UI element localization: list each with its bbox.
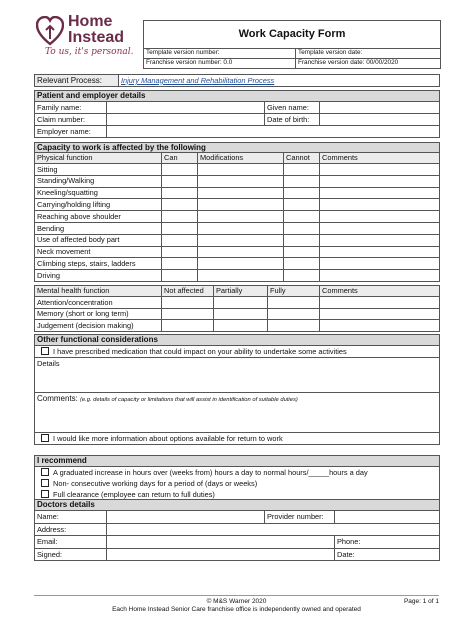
comments-cell[interactable]	[320, 199, 440, 211]
modifications-cell[interactable]	[198, 199, 284, 211]
employer-name-field[interactable]	[107, 126, 440, 138]
claim-number-label: Claim number:	[35, 114, 107, 126]
relevant-process-label: Relevant Process:	[35, 75, 119, 87]
partially-cell[interactable]	[214, 320, 268, 332]
col-fully: Fully	[268, 286, 320, 297]
col-not-affected: Not affected	[162, 286, 214, 297]
row-label: Bending	[35, 222, 162, 234]
table-row	[35, 308, 440, 320]
details-box[interactable]	[35, 358, 440, 393]
cannot-cell[interactable]	[284, 234, 320, 246]
modifications-cell[interactable]	[198, 234, 284, 246]
medication-label: I have prescribed medication that could impact on your ability to undertake some activities	[53, 347, 347, 357]
comments-cell[interactable]	[320, 234, 440, 246]
cannot-cell[interactable]	[284, 175, 320, 187]
fully-cell[interactable]	[268, 320, 320, 332]
cannot-cell[interactable]	[284, 164, 320, 176]
col-comments: Comments	[320, 153, 440, 164]
can-cell[interactable]	[162, 211, 198, 223]
can-cell[interactable]	[162, 222, 198, 234]
cannot-cell[interactable]	[284, 246, 320, 258]
modifications-cell[interactable]	[198, 270, 284, 282]
table-row	[35, 164, 440, 176]
option-full-clearance-label: Full clearance (employee can return to full duties)	[53, 490, 215, 499]
recommend-table	[34, 455, 440, 501]
template-version-date: Template version date:	[296, 49, 441, 59]
not-affected-cell[interactable]	[162, 308, 214, 320]
row-label: Neck movement	[35, 246, 162, 258]
option-graduated-checkbox[interactable]	[41, 468, 49, 476]
can-cell[interactable]	[162, 164, 198, 176]
more-info-row	[35, 433, 440, 445]
row-label: Use of affected body part	[35, 234, 162, 246]
row-label: Judgement (decision making)	[35, 320, 162, 332]
col-modifications: Modifications	[198, 153, 284, 164]
date-of-birth-label: Date of birth:	[265, 114, 320, 126]
comments-cell[interactable]	[320, 246, 440, 258]
home-instead-heart-icon	[36, 16, 64, 46]
partially-cell[interactable]	[214, 308, 268, 320]
option-graduated-label: A graduated increase in hours over (weeks from) hours a day to normal hours/_____hours a day	[53, 468, 368, 477]
details-label: Details	[37, 359, 60, 368]
header-table	[143, 20, 441, 69]
row-label: Driving	[35, 270, 162, 282]
comments-cell[interactable]	[320, 187, 440, 199]
comments-cell[interactable]	[320, 270, 440, 282]
table-row	[35, 222, 440, 234]
can-cell[interactable]	[162, 175, 198, 187]
phone-field[interactable]	[335, 536, 440, 549]
other-section-title: Other functional considerations	[35, 335, 440, 346]
col-can: Can	[162, 153, 198, 164]
table-row	[35, 199, 440, 211]
logo-line1: Home	[68, 13, 113, 30]
franchise-version-date: Franchise version date: 00/00/2020	[296, 59, 441, 69]
franchise-version-number: Franchise version number: 0.0	[144, 59, 296, 69]
table-row	[35, 175, 440, 187]
phone-label: Phone:	[337, 537, 361, 547]
comments-cell[interactable]	[320, 222, 440, 234]
email-field[interactable]	[107, 536, 335, 549]
employer-name-label: Employer name:	[35, 126, 107, 138]
partially-cell[interactable]	[214, 297, 268, 309]
modifications-cell[interactable]	[198, 211, 284, 223]
medication-checkbox[interactable]	[41, 347, 49, 355]
doctors-table	[34, 499, 440, 561]
logo-tagline: To us, it's personal.	[45, 47, 134, 57]
address-label: Address:	[35, 523, 107, 536]
footer-note: Each Home Instead Senior Care franchise office is independently owned and operated	[112, 606, 361, 613]
table-row	[35, 270, 440, 282]
cannot-cell[interactable]	[284, 211, 320, 223]
table-row	[35, 246, 440, 258]
patient-table	[34, 90, 440, 138]
template-version-number: Template version number:	[144, 49, 296, 59]
provider-number-label: Provider number:	[265, 511, 335, 524]
table-row	[35, 297, 440, 309]
row-label: Attention/concentration	[35, 297, 162, 309]
email-label: Email:	[35, 536, 107, 549]
date-field[interactable]	[335, 548, 440, 561]
comments-cell[interactable]	[320, 297, 440, 309]
can-cell[interactable]	[162, 258, 198, 270]
option-graduated	[37, 467, 437, 478]
cannot-cell[interactable]	[284, 258, 320, 270]
fully-cell[interactable]	[268, 297, 320, 309]
doctor-name-label: Name:	[35, 511, 107, 524]
not-affected-cell[interactable]	[162, 320, 214, 332]
can-cell[interactable]	[162, 199, 198, 211]
col-cannot: Cannot	[284, 153, 320, 164]
row-label: Sitting	[35, 164, 162, 176]
recommend-section-title: I recommend	[35, 456, 440, 467]
cannot-cell[interactable]	[284, 199, 320, 211]
mental-table	[34, 285, 440, 332]
address-field[interactable]	[107, 523, 440, 536]
family-name-field[interactable]	[107, 102, 265, 114]
relevant-process-link[interactable]: Injury Management and Rehabilitation Process	[119, 75, 440, 87]
footer-copyright: © M&S Warner 2020	[206, 598, 267, 605]
given-name-field[interactable]	[320, 102, 440, 114]
comments-cell[interactable]	[320, 175, 440, 187]
can-cell[interactable]	[162, 234, 198, 246]
form-title: Work Capacity Form	[144, 21, 441, 49]
can-cell[interactable]	[162, 270, 198, 282]
capacity-rows	[35, 164, 440, 282]
option-full-clearance-checkbox[interactable]	[41, 490, 49, 498]
can-cell[interactable]	[162, 187, 198, 199]
option-non-consecutive	[37, 478, 437, 489]
recommend-options	[35, 467, 440, 501]
modifications-cell[interactable]	[198, 164, 284, 176]
capacity-section-title: Capacity to work is affected by the following	[35, 143, 440, 153]
modifications-cell[interactable]	[198, 175, 284, 187]
date-of-birth-field[interactable]	[320, 114, 440, 126]
row-label: Kneeling/squatting	[35, 187, 162, 199]
cannot-cell[interactable]	[284, 187, 320, 199]
comments-box[interactable]	[35, 393, 440, 433]
comments-cell[interactable]	[320, 320, 440, 332]
row-label: Carrying/holding lifting	[35, 199, 162, 211]
modifications-cell[interactable]	[198, 246, 284, 258]
option-non-consecutive-label: Non- consecutive working days for a period of (days or weeks)	[53, 479, 258, 488]
cannot-cell[interactable]	[284, 270, 320, 282]
doctors-section-title: Doctors details	[35, 500, 440, 511]
comments-label: Comments:	[37, 394, 78, 403]
medication-row	[35, 346, 440, 358]
claim-number-field[interactable]	[107, 114, 265, 126]
comments-cell[interactable]	[320, 164, 440, 176]
row-label: Memory (short or long term)	[35, 308, 162, 320]
cannot-cell[interactable]	[284, 222, 320, 234]
col-physical-function: Physical function	[35, 153, 162, 164]
col-mental-comments: Comments	[320, 286, 440, 297]
provider-number-field[interactable]	[335, 511, 440, 524]
comments-cell[interactable]	[320, 308, 440, 320]
row-label: Climbing steps, stairs, ladders	[35, 258, 162, 270]
col-mental-function: Mental health function	[35, 286, 162, 297]
row-label: Reaching above shoulder	[35, 211, 162, 223]
relevant-process-table	[34, 74, 440, 87]
row-label: Standing/Walking	[35, 175, 162, 187]
modifications-cell[interactable]	[198, 222, 284, 234]
option-non-consecutive-checkbox[interactable]	[41, 479, 49, 487]
table-row	[35, 211, 440, 223]
table-row	[35, 187, 440, 199]
not-affected-cell[interactable]	[162, 297, 214, 309]
table-row	[35, 320, 440, 332]
modifications-cell[interactable]	[198, 187, 284, 199]
logo-line2: Instead	[68, 29, 125, 46]
more-info-checkbox[interactable]	[41, 434, 49, 442]
capacity-table	[34, 142, 440, 282]
table-row	[35, 234, 440, 246]
given-name-label: Given name:	[265, 102, 320, 114]
logo	[36, 12, 146, 57]
doctor-name-field[interactable]	[107, 511, 265, 524]
signed-label: Signed:	[35, 548, 107, 561]
footer-divider	[34, 595, 439, 596]
more-info-label: I would like more information about options available for return to work	[53, 434, 283, 444]
can-cell[interactable]	[162, 246, 198, 258]
signed-field[interactable]	[107, 548, 335, 561]
footer-page: Page: 1 of 1	[403, 598, 439, 605]
patient-section-title: Patient and employer details	[35, 91, 440, 102]
other-table	[34, 334, 440, 445]
family-name-label: Family name:	[35, 102, 107, 114]
fully-cell[interactable]	[268, 308, 320, 320]
table-row	[35, 258, 440, 270]
comments-cell[interactable]	[320, 258, 440, 270]
col-partially: Partially	[214, 286, 268, 297]
comments-cell[interactable]	[320, 211, 440, 223]
comments-hint: (e.g. details of capacity or limitations that will assist in identification of suitable duties)	[79, 397, 298, 403]
modifications-cell[interactable]	[198, 258, 284, 270]
date-label: Date:	[337, 549, 355, 559]
